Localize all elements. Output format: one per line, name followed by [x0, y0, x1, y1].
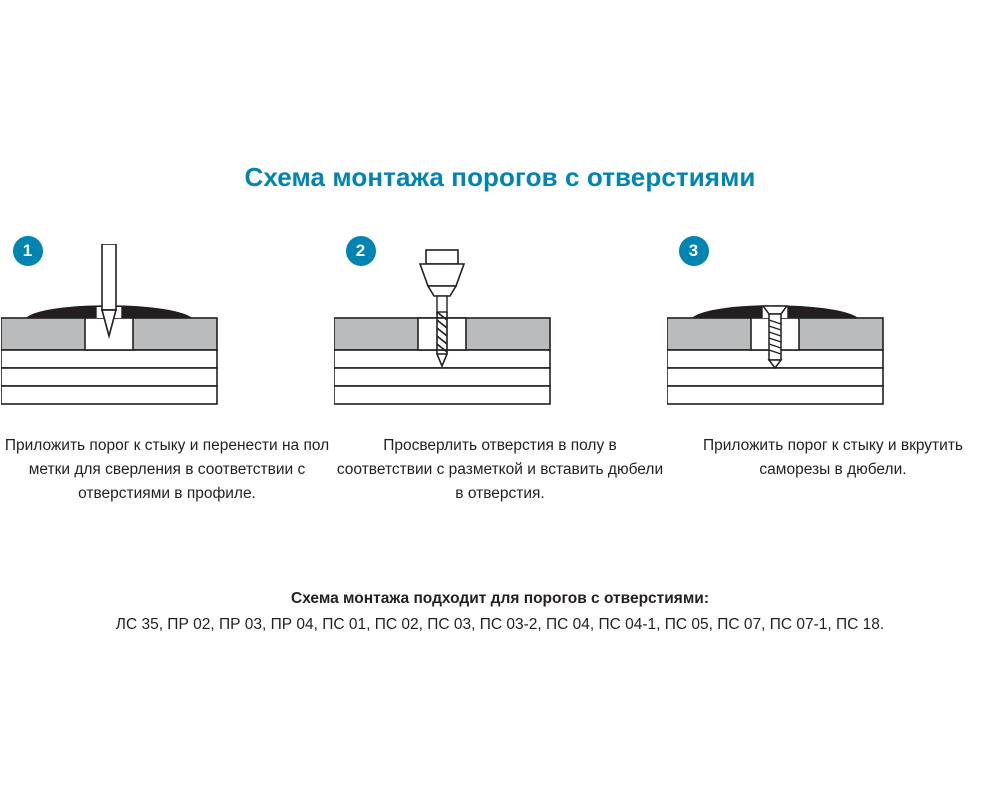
step-2-number-badge: 2	[346, 236, 376, 266]
footer-heading: Схема монтажа подходит для порогов с отверстиями:	[291, 590, 709, 607]
step-2-illustration	[334, 244, 667, 424]
drill-icon	[334, 244, 667, 424]
step-3-caption: Приложить порог к стыку и вкрутить саморезы в дюбели.	[702, 437, 963, 478]
step-3-illustration	[667, 244, 1000, 424]
footer-note	[0, 586, 1000, 638]
step-1-caption: Приложить порог к стыку и перенести на пол метки для сверления в соответствии с отверстиями в профиле.	[4, 437, 330, 502]
step-1-number-badge: 1	[13, 236, 43, 266]
footer-models-list: ЛС 35, ПР 02, ПР 03, ПР 04, ПС 01, ПС 02, ПС 03, ПС 03-2, ПС 04, ПС 04-1, ПС 05, ПС 07, ПС 07-1, ПС 18.	[115, 616, 885, 633]
marker-pen-icon	[1, 244, 334, 424]
step-1-illustration	[1, 244, 334, 424]
step-2-caption: Просверлить отверстия в полу в соответствии с разметкой и вставить дюбели в отверстия.	[336, 437, 664, 502]
step-3-number-badge: 3	[679, 236, 709, 266]
page-title: Схема монтажа порогов с отверстиями	[244, 162, 756, 192]
screw-icon	[667, 244, 1000, 424]
